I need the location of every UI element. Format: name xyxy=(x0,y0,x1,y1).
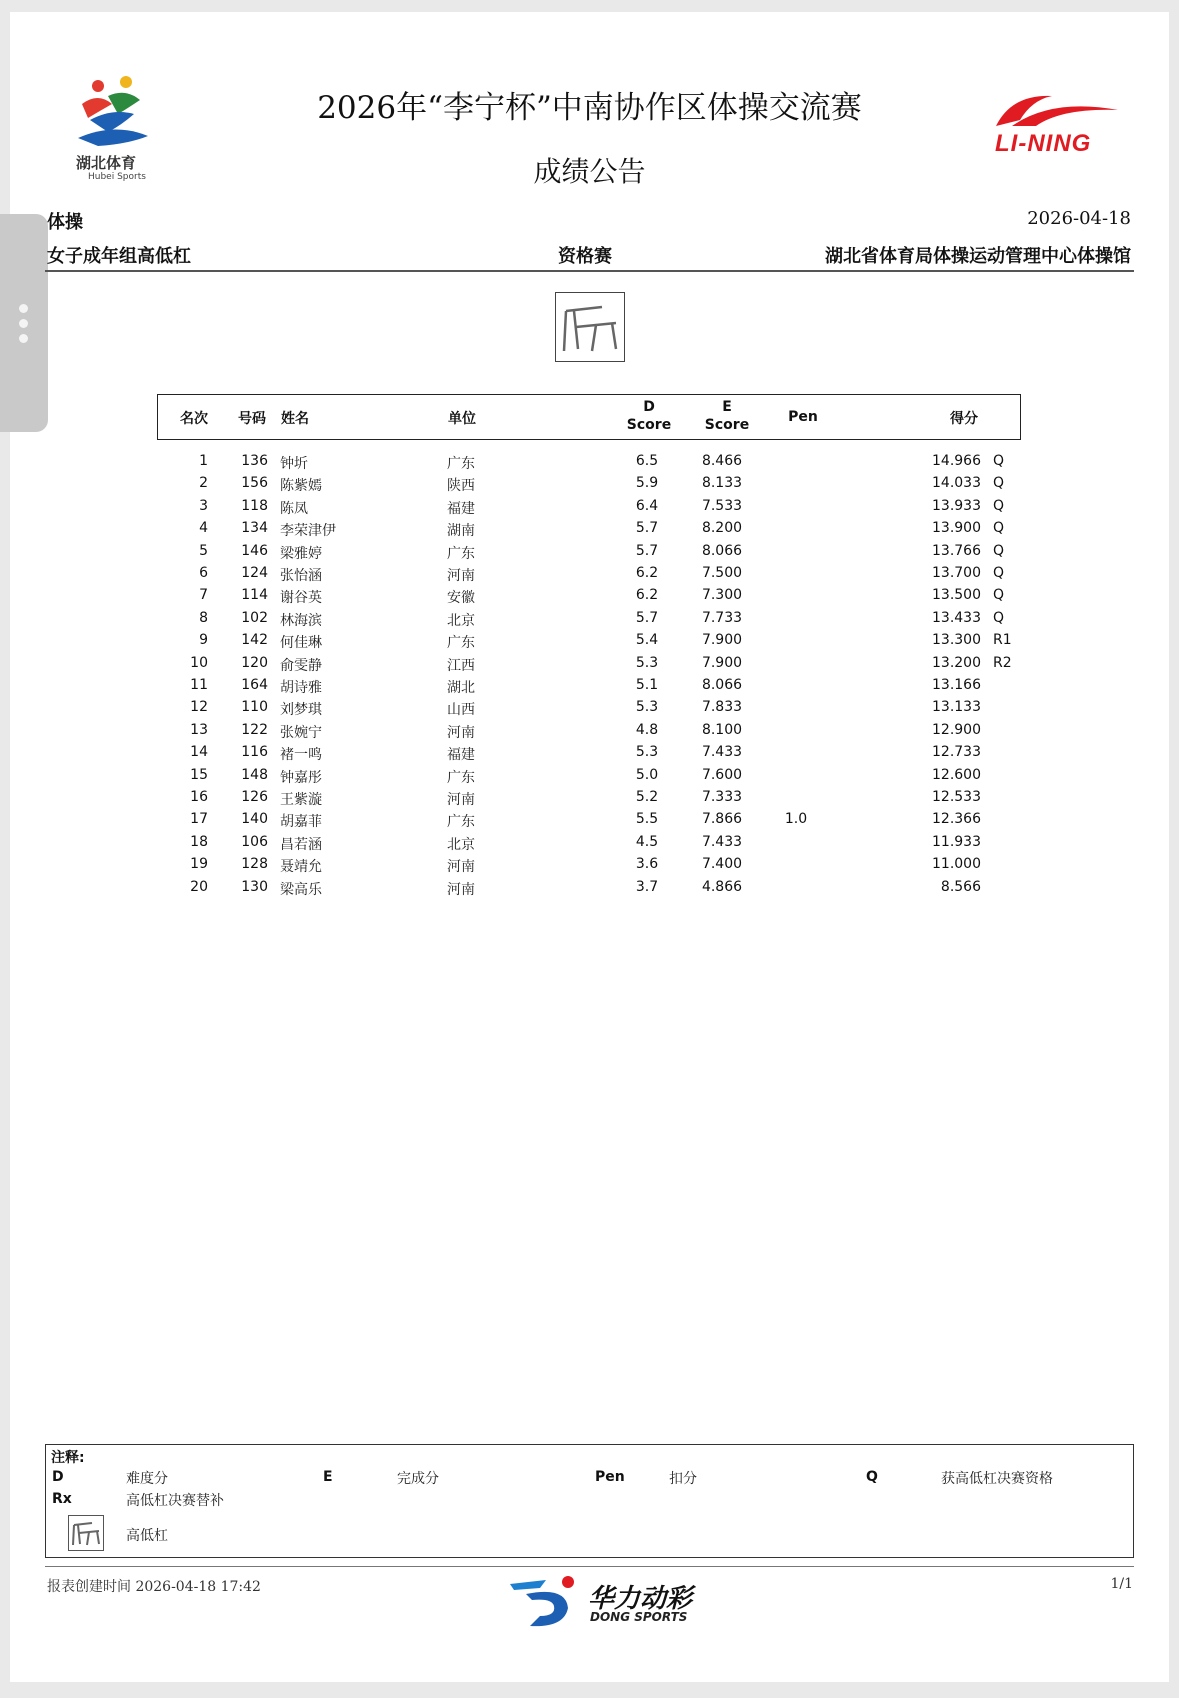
cell-name: 张怡涵 xyxy=(280,568,322,584)
cell-bib: 102 xyxy=(241,609,268,626)
cell-total: 12.900 xyxy=(932,721,981,738)
legend-pen-desc: 扣分 xyxy=(669,1471,697,1487)
uneven-bars-small-icon xyxy=(68,1515,104,1551)
cell-name: 何佳琳 xyxy=(280,635,322,652)
footer-logo-cn: 华力动彩 xyxy=(588,1584,693,1614)
cell-d-score: 5.5 xyxy=(635,811,659,828)
cell-unit: 广东 xyxy=(447,769,475,786)
legend-box xyxy=(45,1444,1134,1558)
cell-name: 梁高乐 xyxy=(280,881,322,898)
dot-icon xyxy=(19,319,28,328)
table-row xyxy=(0,853,1179,875)
cell-d-score: 5.0 xyxy=(635,766,659,783)
cell-name: 张婉宁 xyxy=(280,724,322,741)
cell-total: 13.766 xyxy=(932,542,981,559)
cell-rank: 16 xyxy=(190,789,208,805)
dong-sports-emblem-icon xyxy=(506,1572,586,1632)
cell-d-score: 4.8 xyxy=(635,721,659,738)
cell-e-score: 7.900 xyxy=(701,654,743,671)
cell-bib: 156 xyxy=(241,475,268,492)
col-bib: 号码 xyxy=(238,411,266,427)
logo-left-cn: 湖北体育 xyxy=(76,154,137,172)
cell-d-score: 4.5 xyxy=(635,833,659,850)
cell-name: 李荣津伊 xyxy=(280,523,336,540)
cell-name: 林海滨 xyxy=(280,612,322,629)
table-row xyxy=(0,719,1179,741)
cell-qualification: R2 xyxy=(993,654,1012,671)
cell-bib: 128 xyxy=(241,856,268,873)
cell-bib: 164 xyxy=(241,677,268,693)
cell-d-score: 3.6 xyxy=(635,856,659,873)
cell-total: 12.533 xyxy=(932,789,981,805)
col-e-bottom: Score xyxy=(704,417,750,433)
cell-name: 钟圻 xyxy=(280,456,308,472)
cell-d-score: 5.4 xyxy=(635,632,659,649)
cell-total: 13.933 xyxy=(932,497,981,514)
cell-rank: 5 xyxy=(199,542,208,559)
legend-e-desc: 完成分 xyxy=(397,1471,439,1487)
cell-unit: 陕西 xyxy=(447,478,475,495)
table-row xyxy=(0,607,1179,629)
uneven-bars-icon xyxy=(555,292,625,362)
cell-name: 褚一鸣 xyxy=(280,747,322,764)
legend-rx-desc: 高低杠决赛替补 xyxy=(126,1493,224,1509)
cell-bib: 134 xyxy=(241,520,268,537)
dot-icon xyxy=(19,334,28,343)
cell-unit: 北京 xyxy=(447,836,475,853)
cell-e-score: 8.200 xyxy=(701,520,743,537)
cell-total: 13.300 xyxy=(932,632,981,649)
cell-rank: 1 xyxy=(199,453,208,469)
footer-logo-en: DONG SPORTS xyxy=(590,1610,688,1624)
table-row xyxy=(0,876,1179,898)
col-d-top: D xyxy=(643,399,655,415)
cell-unit: 河南 xyxy=(447,881,475,898)
cell-e-score: 7.333 xyxy=(701,789,743,805)
cell-d-score: 5.3 xyxy=(635,654,659,671)
cell-rank: 19 xyxy=(190,856,208,873)
cell-bib: 122 xyxy=(241,721,268,738)
cell-unit: 河南 xyxy=(447,724,475,741)
cell-total: 13.166 xyxy=(932,677,981,693)
cell-bib: 142 xyxy=(241,632,268,649)
results-table-header xyxy=(157,394,1021,440)
cell-rank: 20 xyxy=(190,878,208,895)
cell-qualification: Q xyxy=(993,587,1005,604)
table-row xyxy=(0,584,1179,606)
cell-total: 8.566 xyxy=(940,878,981,895)
legend-pen-key: Pen xyxy=(595,1469,625,1485)
table-row xyxy=(0,786,1179,808)
cell-e-score: 8.133 xyxy=(701,475,743,492)
cell-d-score: 3.7 xyxy=(635,878,659,895)
cell-rank: 8 xyxy=(199,609,208,626)
table-row xyxy=(0,540,1179,562)
table-row xyxy=(0,652,1179,674)
cell-rank: 3 xyxy=(199,497,208,514)
cell-bib: 130 xyxy=(241,878,268,895)
cell-total: 14.966 xyxy=(932,453,981,469)
table-row xyxy=(0,495,1179,517)
cell-unit: 湖北 xyxy=(447,680,475,696)
table-row xyxy=(0,741,1179,763)
cell-rank: 7 xyxy=(199,587,208,604)
cell-qualification: Q xyxy=(993,542,1005,559)
cell-unit: 河南 xyxy=(447,792,475,808)
li-ning-swoosh-icon xyxy=(992,90,1122,130)
cell-bib: 110 xyxy=(241,699,268,716)
cell-unit: 广东 xyxy=(447,456,475,472)
cell-total: 13.500 xyxy=(932,587,981,604)
cell-total: 13.200 xyxy=(932,654,981,671)
cell-d-score: 5.7 xyxy=(635,609,659,626)
cell-d-score: 6.2 xyxy=(635,587,659,604)
cell-d-score: 5.7 xyxy=(635,542,659,559)
cell-total: 11.000 xyxy=(932,856,981,873)
cell-e-score: 7.500 xyxy=(701,565,743,581)
cell-rank: 14 xyxy=(190,744,208,761)
cell-total: 13.900 xyxy=(932,520,981,537)
legend-title: 注释: xyxy=(51,1450,85,1466)
cell-e-score: 7.833 xyxy=(701,699,743,716)
cell-rank: 13 xyxy=(190,721,208,738)
cell-bib: 118 xyxy=(241,497,268,514)
cell-total: 12.600 xyxy=(932,766,981,783)
cell-name: 钟嘉彤 xyxy=(280,769,322,786)
cell-name: 梁雅婷 xyxy=(280,545,322,562)
cell-qualification: Q xyxy=(993,453,1005,469)
cell-name: 谢谷英 xyxy=(280,590,322,607)
cell-unit: 福建 xyxy=(447,747,475,764)
date-label: 2026-04-18 xyxy=(1027,208,1131,229)
cell-e-score: 7.733 xyxy=(701,609,743,626)
cell-d-score: 5.1 xyxy=(635,677,659,693)
cell-name: 刘梦琪 xyxy=(280,702,322,719)
cell-d-score: 6.5 xyxy=(635,453,659,469)
cell-e-score: 8.066 xyxy=(701,677,743,693)
table-row xyxy=(0,696,1179,718)
side-panel-handle[interactable] xyxy=(0,214,48,432)
cell-e-score: 7.533 xyxy=(701,497,743,514)
cell-e-score: 7.433 xyxy=(701,833,743,850)
cell-bib: 120 xyxy=(241,654,268,671)
cell-qualification: Q xyxy=(993,609,1005,626)
cell-e-score: 7.300 xyxy=(701,587,743,604)
cell-d-score: 6.4 xyxy=(635,497,659,514)
cell-d-score: 6.2 xyxy=(635,565,659,581)
cell-bib: 148 xyxy=(241,766,268,783)
bottom-bar xyxy=(0,1682,1179,1698)
logo-right-text: LI-NING xyxy=(995,130,1092,157)
page-subtitle: 成绩公告 xyxy=(533,155,646,188)
cell-unit: 广东 xyxy=(447,814,475,831)
table-row xyxy=(0,472,1179,494)
cell-pen: 1.0 xyxy=(784,811,808,828)
dot-icon xyxy=(19,304,28,313)
col-name: 姓名 xyxy=(281,411,309,427)
cell-name: 陈紫嫣 xyxy=(280,478,322,495)
cell-unit: 山西 xyxy=(447,702,475,719)
cell-rank: 18 xyxy=(190,833,208,850)
cell-d-score: 5.3 xyxy=(635,744,659,761)
page-number: 1/1 xyxy=(1110,1576,1133,1592)
legend-d-key: D xyxy=(52,1469,64,1485)
cell-rank: 9 xyxy=(199,632,208,649)
cell-name: 陈凤 xyxy=(280,500,308,517)
cell-e-score: 7.866 xyxy=(701,811,743,828)
cell-e-score: 7.600 xyxy=(701,766,743,783)
page-title: 2026年“李宁杯”中南协作区体操交流赛 xyxy=(317,90,862,126)
logo-left-en: Hubei Sports xyxy=(88,172,146,182)
cell-name: 胡诗雅 xyxy=(280,680,322,696)
cell-e-score: 8.100 xyxy=(701,721,743,738)
cell-bib: 126 xyxy=(241,789,268,805)
cell-rank: 6 xyxy=(199,565,208,581)
cell-e-score: 7.400 xyxy=(701,856,743,873)
col-pen: Pen xyxy=(788,409,818,425)
cell-unit: 河南 xyxy=(447,859,475,876)
table-row xyxy=(0,629,1179,651)
cell-total: 11.933 xyxy=(932,833,981,850)
sport-label: 体操 xyxy=(47,212,83,233)
cell-e-score: 7.900 xyxy=(701,632,743,649)
cell-bib: 146 xyxy=(241,542,268,559)
cell-qualification: Q xyxy=(993,475,1005,492)
header-divider xyxy=(45,270,1134,272)
cell-unit: 福建 xyxy=(447,500,475,517)
cell-unit: 安徽 xyxy=(447,590,475,607)
legend-rx-key: Rx xyxy=(52,1491,72,1507)
cell-e-score: 7.433 xyxy=(701,744,743,761)
legend-e-key: E xyxy=(323,1469,333,1485)
li-ning-logo xyxy=(992,90,1132,162)
cell-rank: 10 xyxy=(190,654,208,671)
legend-apparatus-desc: 高低杠 xyxy=(126,1528,168,1544)
cell-total: 13.433 xyxy=(932,609,981,626)
legend-q-desc: 获高低杠决赛资格 xyxy=(941,1471,1053,1487)
col-e-top: E xyxy=(722,399,732,415)
cell-name: 昌若涵 xyxy=(280,836,322,853)
table-row xyxy=(0,450,1179,472)
cell-e-score: 8.466 xyxy=(701,453,743,469)
cell-rank: 2 xyxy=(199,475,208,492)
cell-bib: 114 xyxy=(241,587,268,604)
event-label: 女子成年组高低杠 xyxy=(47,246,191,267)
table-row xyxy=(0,674,1179,696)
cell-unit: 河南 xyxy=(447,568,475,584)
cell-bib: 106 xyxy=(241,833,268,850)
report-created-time: 报表创建时间 2026-04-18 17:42 xyxy=(47,1579,261,1595)
table-row xyxy=(0,764,1179,786)
legend-q-key: Q xyxy=(866,1469,878,1485)
cell-qualification: Q xyxy=(993,520,1005,537)
table-row xyxy=(0,831,1179,853)
cell-bib: 136 xyxy=(241,453,268,469)
cell-total: 13.700 xyxy=(932,565,981,581)
cell-rank: 15 xyxy=(190,766,208,783)
col-rank: 名次 xyxy=(180,411,208,427)
legend-d-desc: 难度分 xyxy=(126,1471,168,1487)
cell-total: 13.133 xyxy=(932,699,981,716)
cell-total: 12.733 xyxy=(932,744,981,761)
cell-total: 14.033 xyxy=(932,475,981,492)
col-d-bottom: Score xyxy=(626,417,672,433)
cell-unit: 江西 xyxy=(447,657,475,674)
cell-qualification: Q xyxy=(993,565,1005,581)
cell-rank: 11 xyxy=(190,677,208,693)
col-unit: 单位 xyxy=(448,411,476,427)
col-total: 得分 xyxy=(950,411,978,427)
cell-rank: 12 xyxy=(190,699,208,716)
cell-name: 胡嘉菲 xyxy=(280,814,322,831)
cell-unit: 广东 xyxy=(447,545,475,562)
cell-e-score: 8.066 xyxy=(701,542,743,559)
cell-total: 12.366 xyxy=(932,811,981,828)
footer-divider xyxy=(45,1566,1134,1567)
venue-label: 湖北省体育局体操运动管理中心体操馆 xyxy=(825,246,1131,267)
cell-name: 聂靖允 xyxy=(280,859,322,876)
cell-unit: 广东 xyxy=(447,635,475,652)
cell-unit: 北京 xyxy=(447,612,475,629)
table-row xyxy=(0,517,1179,539)
cell-d-score: 5.7 xyxy=(635,520,659,537)
dong-sports-logo xyxy=(506,1572,706,1632)
cell-d-score: 5.3 xyxy=(635,699,659,716)
cell-rank: 17 xyxy=(190,811,208,828)
cell-bib: 140 xyxy=(241,811,268,828)
table-row xyxy=(0,808,1179,830)
cell-d-score: 5.9 xyxy=(635,475,659,492)
cell-e-score: 4.866 xyxy=(701,878,743,895)
cell-bib: 116 xyxy=(241,744,268,761)
cell-name: 王紫漩 xyxy=(280,792,322,808)
cell-bib: 124 xyxy=(241,565,268,581)
phase-label: 资格赛 xyxy=(558,246,612,267)
cell-qualification: Q xyxy=(993,497,1005,514)
cell-name: 俞雯静 xyxy=(280,657,322,674)
table-row xyxy=(0,562,1179,584)
cell-qualification: R1 xyxy=(993,632,1012,649)
cell-rank: 4 xyxy=(199,520,208,537)
cell-unit: 湖南 xyxy=(447,523,475,540)
cell-d-score: 5.2 xyxy=(635,789,659,805)
